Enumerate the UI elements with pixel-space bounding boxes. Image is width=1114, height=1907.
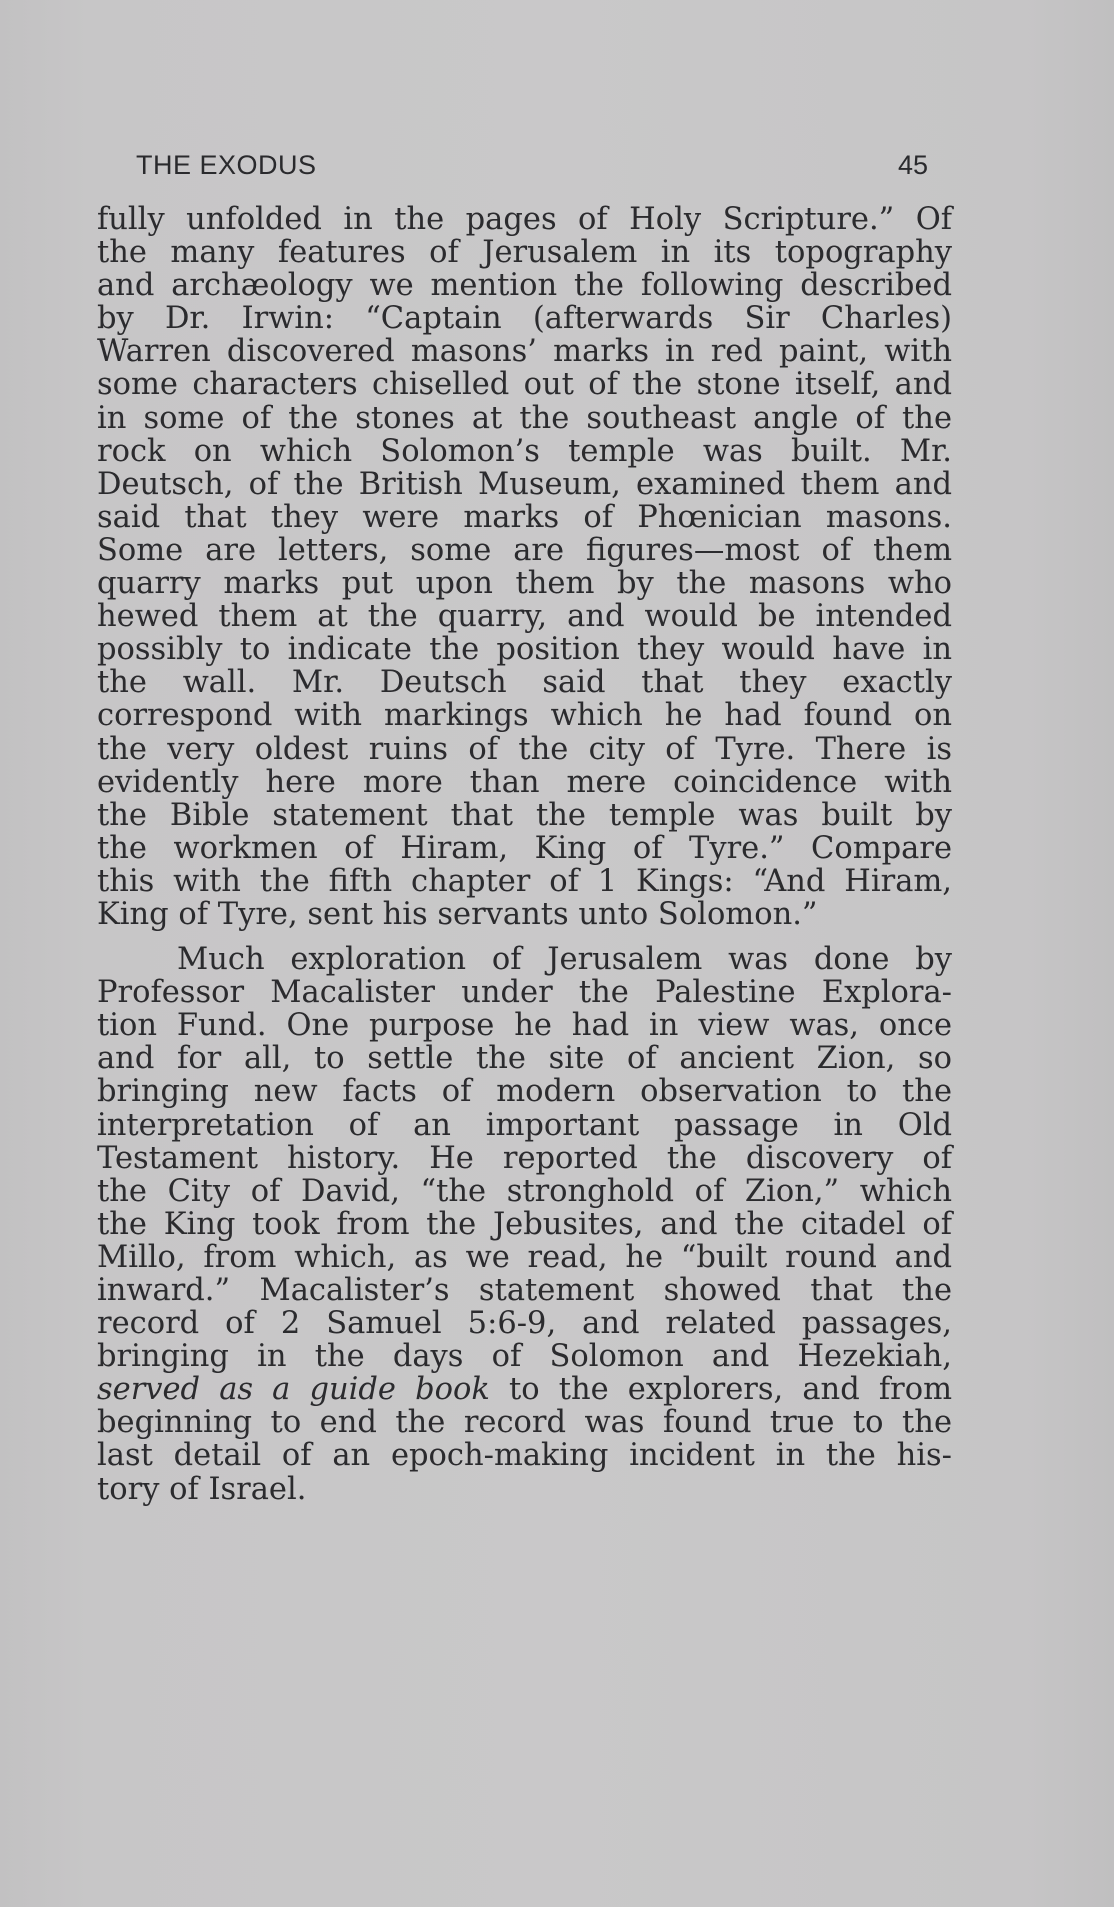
- text-line: tory of Israel.: [97, 1471, 307, 1507]
- text-line: fully unfolded in the pages of Holy Scripture.” Of: [97, 202, 952, 237]
- text-line: by Dr. Irwin: “Captain (afterwards Sir Charles): [97, 301, 952, 337]
- text-line: King of Tyre, sent his servants unto Solomon.”: [97, 896, 818, 932]
- text-line: and archæology we mention the following described: [97, 268, 952, 304]
- text-line: rock on which Solomon’s temple was built. Mr.: [97, 433, 952, 469]
- text-line: possibly to indicate the position they would have in: [97, 632, 952, 668]
- text-line: evidently here more than mere coincidence with: [97, 764, 952, 800]
- text-line: and for all, to settle the site of ancient Zion, so: [97, 1041, 952, 1077]
- paragraph-2: [97, 943, 952, 1506]
- text-line: interpretation of an important passage in Old: [97, 1107, 952, 1143]
- text-line: the King took from the Jebusites, and the citadel of: [97, 1206, 952, 1242]
- text-line: last detail of an epoch-making incident in the his-: [97, 1438, 952, 1474]
- text-line: Deutsch, of the British Museum, examined them and: [97, 466, 952, 502]
- text-line: in some of the stones at the southeast angle of the: [97, 400, 952, 436]
- page-number: 45: [897, 150, 928, 180]
- page-header: [136, 150, 928, 184]
- body-text: [97, 203, 952, 1506]
- paragraph-1: [97, 203, 952, 931]
- text-line: Much exploration of Jerusalem was done by: [177, 942, 952, 978]
- text-line: some characters chiselled out of the stone itself, and: [97, 367, 952, 403]
- text-line: the many features of Jerusalem in its topography: [97, 235, 952, 271]
- text-line: Testament history. He reported the discovery of: [97, 1140, 952, 1176]
- text-line: correspond with markings which he had found on: [97, 698, 952, 734]
- text-line: tion Fund. One purpose he had in view was, once: [97, 1008, 952, 1044]
- italic-phrase: served as a guide book: [97, 1372, 490, 1408]
- text-line: quarry marks put upon them by the masons who: [97, 566, 952, 602]
- text-line: Millo, from which, as we read, he “built round and: [97, 1239, 952, 1275]
- text-line: bringing in the days of Solomon and Hezekiah,: [97, 1339, 952, 1375]
- text-line: beginning to end the record was found true to the: [97, 1405, 952, 1441]
- text-line: this with the fifth chapter of 1 Kings: “And Hiram,: [97, 863, 952, 899]
- text-line: the wall. Mr. Deutsch said that they exactly: [97, 665, 952, 701]
- text-line: Warren discovered masons’ marks in red paint, with: [97, 334, 952, 370]
- text-line: hewed them at the quarry, and would be intended: [97, 599, 952, 635]
- text-line: Some are letters, some are figures—most of them: [97, 532, 952, 568]
- text-line: the City of David, “the stronghold of Zion,” which: [97, 1173, 952, 1209]
- text-line: the workmen of Hiram, King of Tyre.” Compare: [97, 830, 952, 866]
- text-line: inward.” Macalister’s statement showed that the: [97, 1273, 952, 1308]
- line-remainder: to the explorers, and from: [489, 1372, 952, 1408]
- text-line: said that they were marks of Phœnician masons.: [97, 499, 952, 535]
- running-head: THE EXODUS: [136, 150, 317, 180]
- text-line-with-italic: [97, 1373, 952, 1406]
- text-line: record of 2 Samuel 5:6-9, and related passages,: [97, 1306, 952, 1342]
- text-line: the Bible statement that the temple was built by: [97, 797, 952, 833]
- text-line: the very oldest ruins of the city of Tyre. There is: [97, 731, 952, 767]
- text-line: Professor Macalister under the Palestine Explora-: [97, 975, 952, 1011]
- text-line: bringing new facts of modern observation to the: [97, 1074, 952, 1110]
